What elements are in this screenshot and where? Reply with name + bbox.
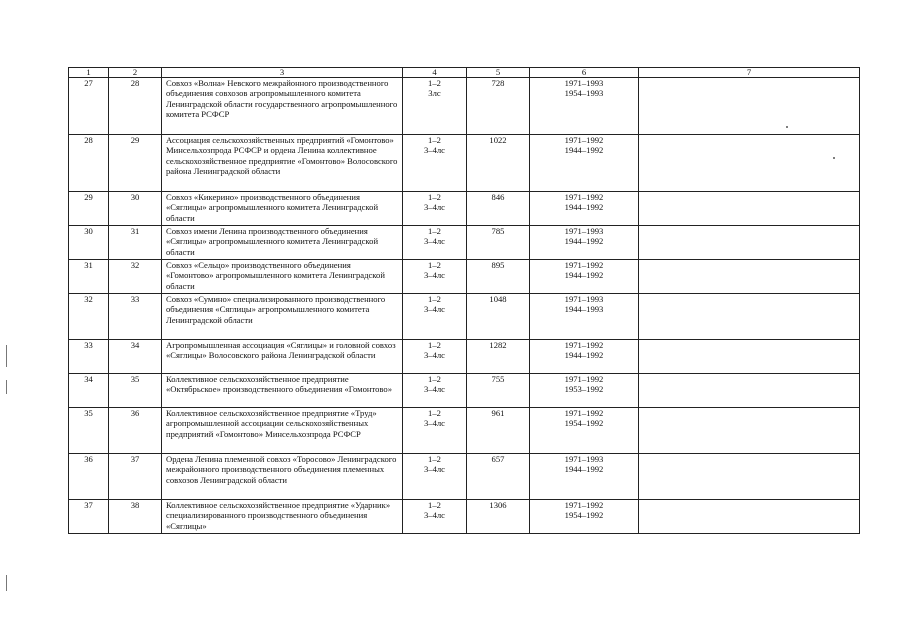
cell-fund-name: Совхоз имени Ленина производственного объединения «Сяглицы» агропромышленного комитета Ленинградской области xyxy=(162,226,403,260)
col-header-4: 4 xyxy=(403,68,467,78)
cell-fund-name: Коллективное сельскохозяйственное предприятие «Ударник» специализированного производственного объединения «Сяглицы» xyxy=(162,500,403,534)
cell-number: 33 xyxy=(69,340,109,374)
dates-main: 1971–1993 xyxy=(564,226,604,236)
cell-notes xyxy=(639,340,860,374)
table-row xyxy=(69,294,860,340)
dates-main: 1971–1992 xyxy=(564,260,604,270)
cell-units: 846 xyxy=(467,192,530,226)
inventory-personnel: 3–4лс xyxy=(424,145,445,156)
dates-main: 1971–1992 xyxy=(564,500,604,510)
cell-dates xyxy=(530,408,639,454)
cell-number: 29 xyxy=(69,192,109,226)
inventory-personnel: 3–4лс xyxy=(424,202,445,213)
cell-number: 34 xyxy=(69,374,109,408)
cell-inventory xyxy=(403,374,467,408)
cell-dates xyxy=(530,454,639,500)
table-row xyxy=(69,340,860,374)
cell-fund-number: 28 xyxy=(109,78,162,135)
inventory-personnel: 3–4лс xyxy=(424,384,445,395)
archive-table-page xyxy=(68,67,859,534)
cell-units: 1282 xyxy=(467,340,530,374)
cell-number: 35 xyxy=(69,408,109,454)
cell-inventory xyxy=(403,78,467,135)
cell-notes xyxy=(639,260,860,294)
inventory-main: 1–2 xyxy=(428,374,441,384)
cell-dates xyxy=(530,135,639,192)
cell-notes xyxy=(639,454,860,500)
dates-personnel: 1944–1992 xyxy=(564,464,604,475)
dates-personnel: 1944–1992 xyxy=(564,350,604,361)
cell-number: 31 xyxy=(69,260,109,294)
cell-fund-name: Коллективное сельскохозяйственное предприятие «Октябрьское» производственного объединения «Гомонтово» xyxy=(162,374,403,408)
dates-personnel: 1953–1992 xyxy=(564,384,604,395)
cell-fund-name: Совхоз «Кикерино» производственного объединения «Сяглицы» агропромышленного комитета Ленинградской области xyxy=(162,192,403,226)
cell-number: 30 xyxy=(69,226,109,260)
cell-fund-number: 38 xyxy=(109,500,162,534)
cell-fund-number: 36 xyxy=(109,408,162,454)
scan-speck xyxy=(833,157,835,159)
table-row xyxy=(69,454,860,500)
inventory-main: 1–2 xyxy=(428,192,441,202)
dates-personnel: 1954–1992 xyxy=(564,510,604,521)
cell-inventory xyxy=(403,226,467,260)
inventory-main: 1–2 xyxy=(428,226,441,236)
cell-inventory xyxy=(403,294,467,340)
inventory-main: 1–2 xyxy=(428,500,441,510)
cell-dates xyxy=(530,192,639,226)
cell-inventory xyxy=(403,135,467,192)
cell-dates xyxy=(530,374,639,408)
cell-units: 755 xyxy=(467,374,530,408)
inventory-personnel: 3–4лс xyxy=(424,236,445,247)
dates-main: 1971–1992 xyxy=(564,192,604,202)
cell-units: 728 xyxy=(467,78,530,135)
dates-personnel: 1944–1992 xyxy=(564,236,604,247)
inventory-personnel: 3–4лс xyxy=(424,510,445,521)
inventory-personnel: 3–4лс xyxy=(424,270,445,281)
cell-notes xyxy=(639,135,860,192)
cell-number: 37 xyxy=(69,500,109,534)
inventory-personnel: 3–4лс xyxy=(424,304,445,315)
cell-units: 1306 xyxy=(467,500,530,534)
dates-main: 1971–1992 xyxy=(564,340,604,350)
col-header-5: 5 xyxy=(467,68,530,78)
cell-dates xyxy=(530,294,639,340)
inventory-main: 1–2 xyxy=(428,294,441,304)
cell-notes xyxy=(639,226,860,260)
scan-mark xyxy=(6,380,7,394)
col-header-6: 6 xyxy=(530,68,639,78)
table-row xyxy=(69,135,860,192)
dates-main: 1971–1993 xyxy=(564,294,604,304)
dates-personnel: 1944–1992 xyxy=(564,145,604,156)
inventory-personnel: 3–4лс xyxy=(424,464,445,475)
cell-fund-name: Агропромышленная ассоциация «Сяглицы» и головной совхоз «Сяглицы» Волосовского района Ленинградской области xyxy=(162,340,403,374)
cell-fund-number: 32 xyxy=(109,260,162,294)
cell-number: 32 xyxy=(69,294,109,340)
cell-fund-number: 37 xyxy=(109,454,162,500)
inventory-personnel: 3–4лс xyxy=(424,418,445,429)
cell-dates xyxy=(530,500,639,534)
cell-fund-name: Коллективное сельскохозяйственное предприятие «Труд» агропромышленной ассоциации сельскохозяйственных предприятий «Гомонтово» Минсельхозпрода РСФСР xyxy=(162,408,403,454)
inventory-main: 1–2 xyxy=(428,340,441,350)
table-row xyxy=(69,500,860,534)
dates-main: 1971–1992 xyxy=(564,408,604,418)
cell-number: 36 xyxy=(69,454,109,500)
cell-fund-name: Совхоз «Сельцо» производственного объединения «Гомонтово» агропромышленного комитета Ленинградской области xyxy=(162,260,403,294)
cell-units: 657 xyxy=(467,454,530,500)
table-row xyxy=(69,374,860,408)
col-header-2: 2 xyxy=(109,68,162,78)
cell-units: 961 xyxy=(467,408,530,454)
dates-personnel: 1954–1993 xyxy=(564,88,604,99)
cell-inventory xyxy=(403,454,467,500)
cell-fund-name: Совхоз «Волна» Невского межрайонного производственного объединения совхозов агропромышленного комитета Ленинградской области государственного агропромышленного комитета РСФСР xyxy=(162,78,403,135)
dates-personnel: 1944–1993 xyxy=(564,304,604,315)
cell-fund-name: Совхоз «Сумино» специализированного производственного объединения «Сяглицы» агропромышленного комитета Ленинградской области xyxy=(162,294,403,340)
cell-inventory xyxy=(403,260,467,294)
cell-inventory xyxy=(403,408,467,454)
cell-notes xyxy=(639,78,860,135)
cell-inventory xyxy=(403,192,467,226)
archive-inventory-table xyxy=(68,67,860,534)
cell-inventory xyxy=(403,340,467,374)
cell-fund-name: Ассоциация сельскохозяйственных предприятий «Гомонтово» Минсельхозпрода РСФСР и ордена Ленина коллективное сельскохозяйственное предприятие «Гомонтово» Волосовского района Ленинградской области xyxy=(162,135,403,192)
cell-notes xyxy=(639,294,860,340)
scan-mark xyxy=(6,575,7,591)
dates-personnel: 1944–1992 xyxy=(564,202,604,213)
cell-units: 1022 xyxy=(467,135,530,192)
table-row xyxy=(69,226,860,260)
inventory-personnel: 3–4лс xyxy=(424,350,445,361)
inventory-main: 1–2 xyxy=(428,135,441,145)
table-row xyxy=(69,192,860,226)
cell-notes xyxy=(639,500,860,534)
cell-fund-number: 35 xyxy=(109,374,162,408)
col-header-1: 1 xyxy=(69,68,109,78)
dates-main: 1971–1992 xyxy=(564,135,604,145)
table-row xyxy=(69,408,860,454)
scan-speck xyxy=(786,126,788,128)
cell-dates xyxy=(530,78,639,135)
table-row xyxy=(69,260,860,294)
inventory-main: 1–2 xyxy=(428,408,441,418)
dates-main: 1971–1993 xyxy=(564,78,604,88)
cell-dates xyxy=(530,340,639,374)
cell-fund-number: 33 xyxy=(109,294,162,340)
cell-dates xyxy=(530,260,639,294)
cell-inventory xyxy=(403,500,467,534)
cell-fund-name: Ордена Ленина племенной совхоз «Торосово» Ленинградского межрайонного производственного объединения племенных совхозов Ленинградской области xyxy=(162,454,403,500)
cell-number: 28 xyxy=(69,135,109,192)
dates-personnel: 1954–1992 xyxy=(564,418,604,429)
cell-fund-number: 31 xyxy=(109,226,162,260)
col-header-3: 3 xyxy=(162,68,403,78)
dates-personnel: 1944–1992 xyxy=(564,270,604,281)
cell-fund-number: 34 xyxy=(109,340,162,374)
dates-main: 1971–1993 xyxy=(564,454,604,464)
cell-dates xyxy=(530,226,639,260)
header-row xyxy=(69,68,860,78)
inventory-main: 1–2 xyxy=(428,78,441,88)
cell-units: 895 xyxy=(467,260,530,294)
inventory-main: 1–2 xyxy=(428,454,441,464)
table-row xyxy=(69,78,860,135)
scan-mark xyxy=(6,345,7,367)
cell-units: 785 xyxy=(467,226,530,260)
cell-notes xyxy=(639,192,860,226)
cell-notes xyxy=(639,374,860,408)
cell-notes xyxy=(639,408,860,454)
col-header-7: 7 xyxy=(639,68,860,78)
cell-number: 27 xyxy=(69,78,109,135)
dates-main: 1971–1992 xyxy=(564,374,604,384)
cell-units: 1048 xyxy=(467,294,530,340)
cell-fund-number: 29 xyxy=(109,135,162,192)
inventory-main: 1–2 xyxy=(428,260,441,270)
inventory-personnel: 3лс xyxy=(428,88,441,99)
cell-fund-number: 30 xyxy=(109,192,162,226)
